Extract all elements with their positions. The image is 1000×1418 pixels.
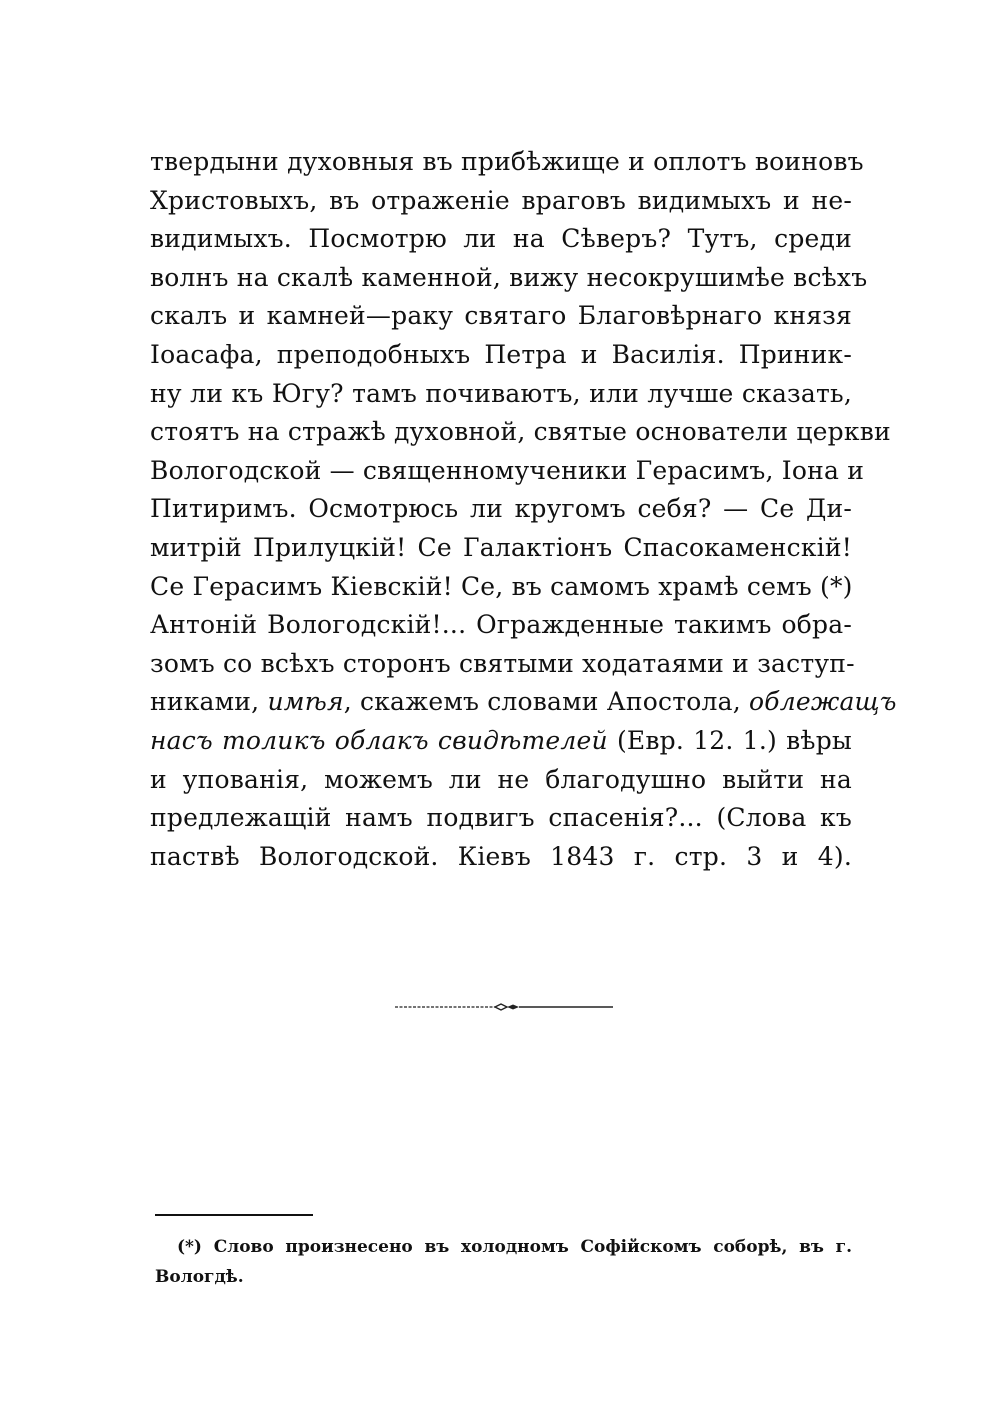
text-segment: , скажемъ словами Апостола, xyxy=(343,687,750,717)
italic-text-segment: насъ толикъ облакъ свидѣтелей xyxy=(150,725,608,755)
text-segment: предлежащій намъ подвигъ спасенія?... (Слова къ xyxy=(150,803,852,833)
text-segment: и упованія, можемъ ли не благодушно выйти на xyxy=(150,764,852,794)
text-line xyxy=(150,568,852,607)
text-line xyxy=(150,413,891,452)
footnote-line-1: (*) Слово произнесено въ холодномъ Софійскомъ соборѣ, въ г. xyxy=(177,1237,852,1257)
text-segment: волнъ на скалѣ каменной, вижу несокрушимѣе всѣхъ xyxy=(150,262,868,292)
text-line xyxy=(150,606,852,645)
footnote-rule xyxy=(155,1214,313,1216)
section-divider-ornament xyxy=(395,1000,613,1014)
text-segment: паствѣ Вологодской. Кіевъ 1843 г. стр. 3 и 4). xyxy=(150,841,852,871)
italic-text-segment: имѣя xyxy=(267,687,344,717)
text-line xyxy=(150,182,852,221)
text-line xyxy=(150,336,852,375)
text-segment: Христовыхъ, въ отраженіе враговъ видимыхъ и не- xyxy=(150,185,852,215)
text-line xyxy=(150,645,855,684)
text-segment: стоятъ на стражѣ духовной, святые основатели церкви xyxy=(150,417,891,447)
text-segment: митрій Прилуцкій! Се Галактіонъ Спасокаменскій! xyxy=(150,532,852,562)
text-segment: видимыхъ. Посмотрю ли на Сѣверъ? Тутъ, среди xyxy=(150,224,852,254)
text-line xyxy=(150,220,852,259)
text-segment: скалъ и камней—раку святаго Благовѣрнаго князя xyxy=(150,301,852,331)
text-segment: ну ли къ Югу? тамъ почиваютъ, или лучше сказать, xyxy=(150,378,852,408)
text-line xyxy=(150,722,852,761)
text-segment: зомъ со всѣхъ сторонъ святыми ходатаями и заступ- xyxy=(150,648,855,678)
text-segment: Питиримъ. Осмотрюсь ли кругомъ себя? — Се Ди- xyxy=(150,494,852,524)
text-segment: (Евр. 12. 1.) вѣры xyxy=(607,725,852,755)
text-segment: Се Герасимъ Кіевскій! Се, въ самомъ храмѣ семъ (*) xyxy=(150,571,853,601)
text-line xyxy=(150,297,852,336)
text-segment: Іоасафа, преподобныхъ Петра и Василія. Приник- xyxy=(150,339,852,369)
text-line xyxy=(150,143,864,182)
italic-text-segment: облежащъ xyxy=(749,687,897,717)
text-line xyxy=(150,452,865,491)
footnote-line-2: Вологдѣ. xyxy=(155,1267,244,1287)
text-line xyxy=(150,259,868,298)
text-line xyxy=(150,799,852,838)
text-segment: Вологодской — священномученики Герасимъ, Іона и xyxy=(150,455,865,485)
main-text-block xyxy=(150,143,897,876)
text-line xyxy=(150,683,897,722)
text-segment: Антоній Вологодскій!... Огражденные такимъ обра- xyxy=(150,610,852,640)
text-line xyxy=(150,490,852,529)
text-segment: никами, xyxy=(150,687,268,717)
text-line xyxy=(150,375,852,414)
footnote xyxy=(155,1232,852,1292)
text-line xyxy=(150,761,852,800)
text-line xyxy=(150,529,852,568)
text-segment: твердыни духовныя въ прибѣжище и оплотъ воиновъ xyxy=(150,147,864,176)
text-line xyxy=(150,838,852,877)
